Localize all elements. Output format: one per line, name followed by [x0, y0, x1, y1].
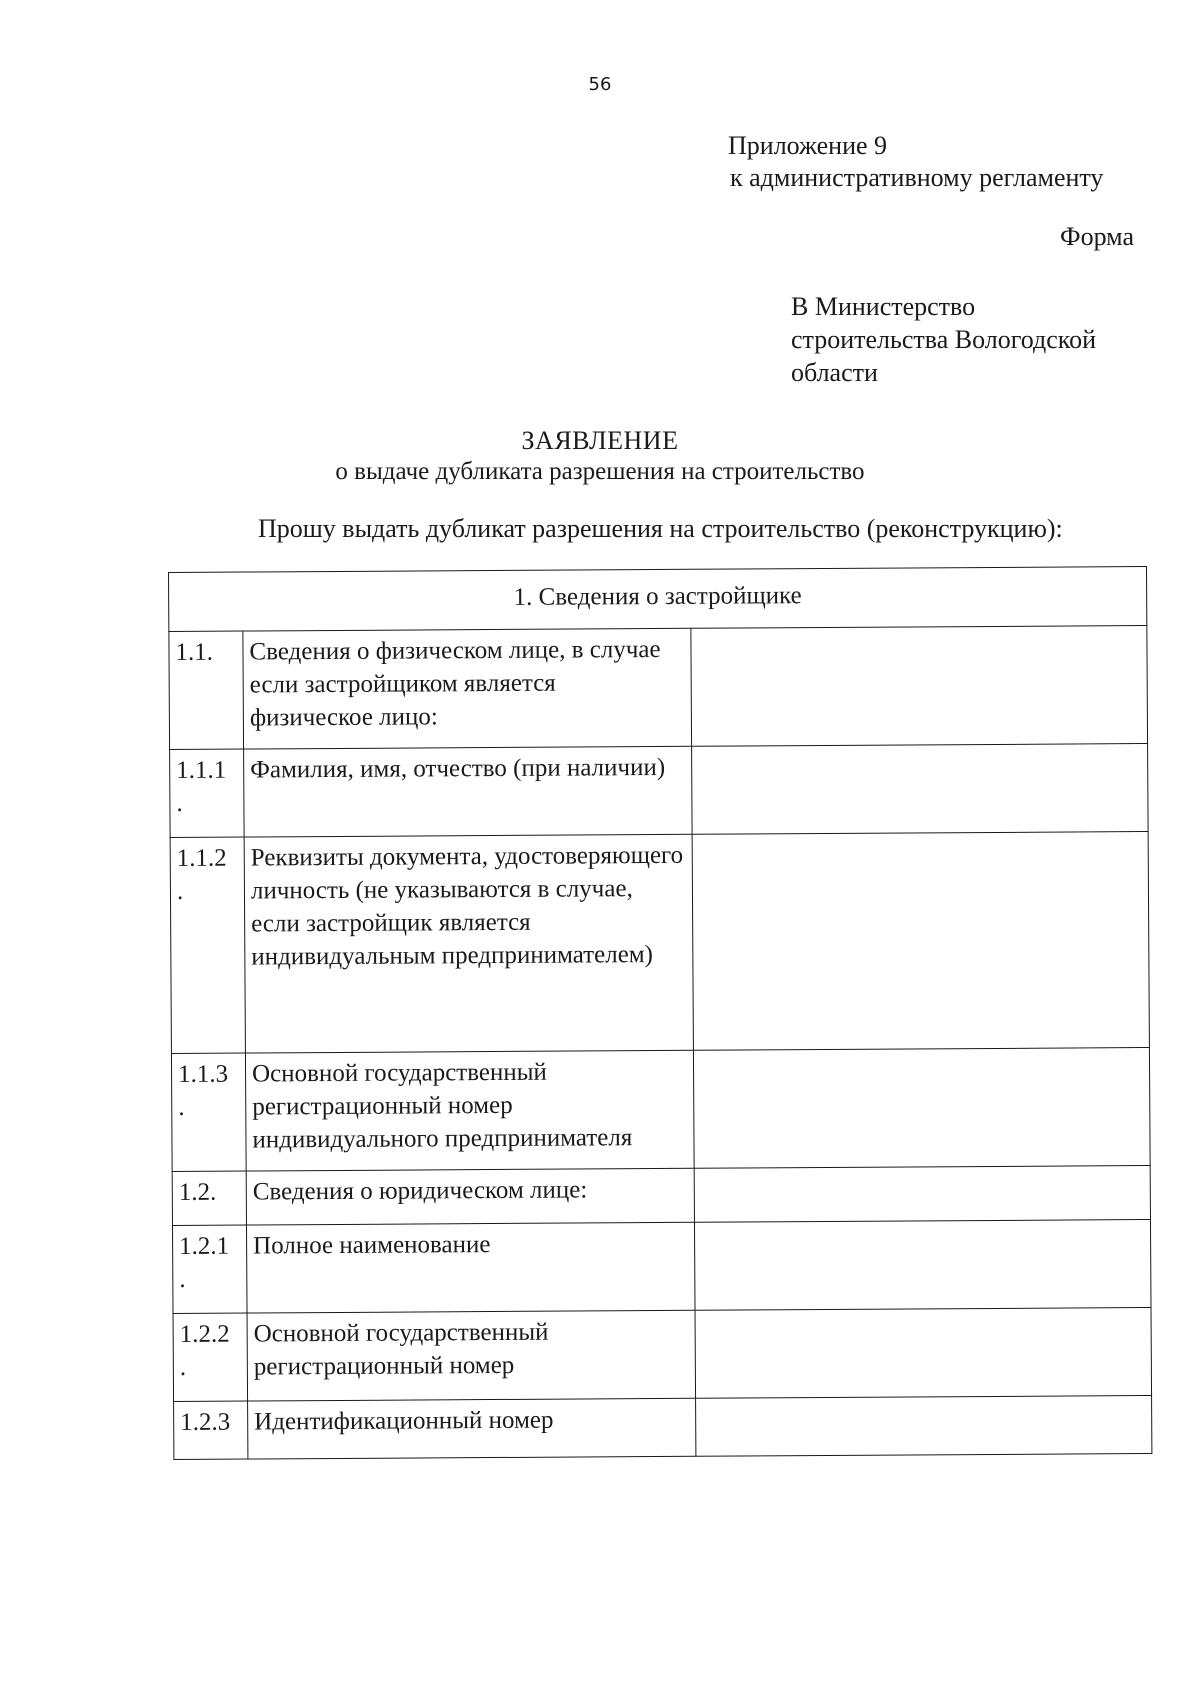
row-number — [171, 1053, 246, 1171]
row-number — [170, 749, 245, 837]
row-number-text: 1.1.3 — [177, 1060, 229, 1088]
row-number-text: 1.1. — [175, 638, 214, 666]
row-number — [174, 1401, 248, 1459]
table-row — [174, 1396, 1152, 1460]
request-text: Прошу выдать дубликат разрешения на строительство (реконструкцию): — [258, 514, 1063, 543]
row-number-suffix: . — [179, 1353, 187, 1381]
table-row — [171, 1048, 1150, 1172]
recipient-line-3: области — [791, 358, 878, 387]
row-number-suffix: . — [176, 877, 184, 905]
row-label: Основной государственный регистрационный номер — [247, 1310, 696, 1401]
row-value-field[interactable] — [692, 832, 1149, 1051]
table-row — [170, 832, 1149, 1054]
row-number-text: 1.2.1 — [179, 1232, 230, 1260]
developer-info-table — [168, 566, 1152, 1460]
row-number — [169, 631, 244, 749]
table-row — [173, 1308, 1152, 1402]
row-number-suffix: . — [179, 1265, 186, 1293]
row-number-text: 1.1.1 — [176, 756, 227, 784]
row-number — [172, 1225, 247, 1313]
row-label: Основной государственный регистрационный номер индивидуального предпринимателя — [245, 1050, 694, 1171]
row-value-field[interactable] — [693, 1048, 1150, 1169]
recipient-line-2: строительства Вологодской — [791, 325, 1096, 354]
row-value-field[interactable] — [694, 1166, 1150, 1223]
row-number — [173, 1313, 248, 1401]
table-row — [169, 626, 1148, 750]
page-number: 56 — [588, 74, 612, 95]
row-number-text: 1.1.2 — [176, 844, 227, 872]
row-value-field[interactable] — [696, 1396, 1152, 1457]
row-number-text: 1.2.3 — [180, 1408, 231, 1436]
section-title: 1. Сведения о застройщике — [169, 567, 1147, 632]
document-subtitle: о выдаче дубликата разрешения на строительство — [335, 458, 865, 485]
row-value-field[interactable] — [691, 626, 1148, 747]
row-label: Реквизиты документа, удостоверяющего личность (не указываются в случае, если застройщик является индивидуальным предпринимателем) — [244, 834, 693, 1053]
document-title: ЗАЯВЛЕНИЕ — [521, 426, 679, 455]
row-label: Полное наименование — [246, 1222, 695, 1313]
appendix-reference: к административному регламенту — [730, 163, 1104, 192]
row-value-field[interactable] — [692, 744, 1149, 835]
appendix-title: Приложение 9 — [728, 131, 888, 160]
row-number-suffix: . — [176, 789, 183, 817]
row-number-text: 1.2.2 — [179, 1320, 230, 1348]
recipient-block — [791, 290, 1096, 389]
table-row — [172, 1166, 1150, 1226]
row-value-field[interactable] — [695, 1308, 1152, 1399]
table-row — [170, 744, 1149, 838]
row-number — [172, 1171, 246, 1225]
row-number-suffix: . — [178, 1093, 185, 1121]
row-label: Сведения о юридическом лице: — [246, 1168, 694, 1225]
recipient-line-1: В Министерство — [791, 292, 976, 321]
table-row — [172, 1220, 1151, 1314]
row-value-field[interactable] — [694, 1220, 1151, 1311]
row-label: Сведения о физическом лице, в случае если застройщиком является физическое лицо: — [243, 628, 692, 749]
appendix-block — [728, 130, 1103, 194]
row-number-text: 1.2. — [178, 1178, 217, 1206]
form-label: Форма — [1060, 222, 1134, 251]
row-number — [170, 837, 245, 1053]
row-label: Фамилия, имя, отчество (при наличии) — [244, 746, 693, 837]
row-label: Идентификационный номер — [248, 1398, 696, 1459]
table-section-header-row — [169, 567, 1147, 632]
